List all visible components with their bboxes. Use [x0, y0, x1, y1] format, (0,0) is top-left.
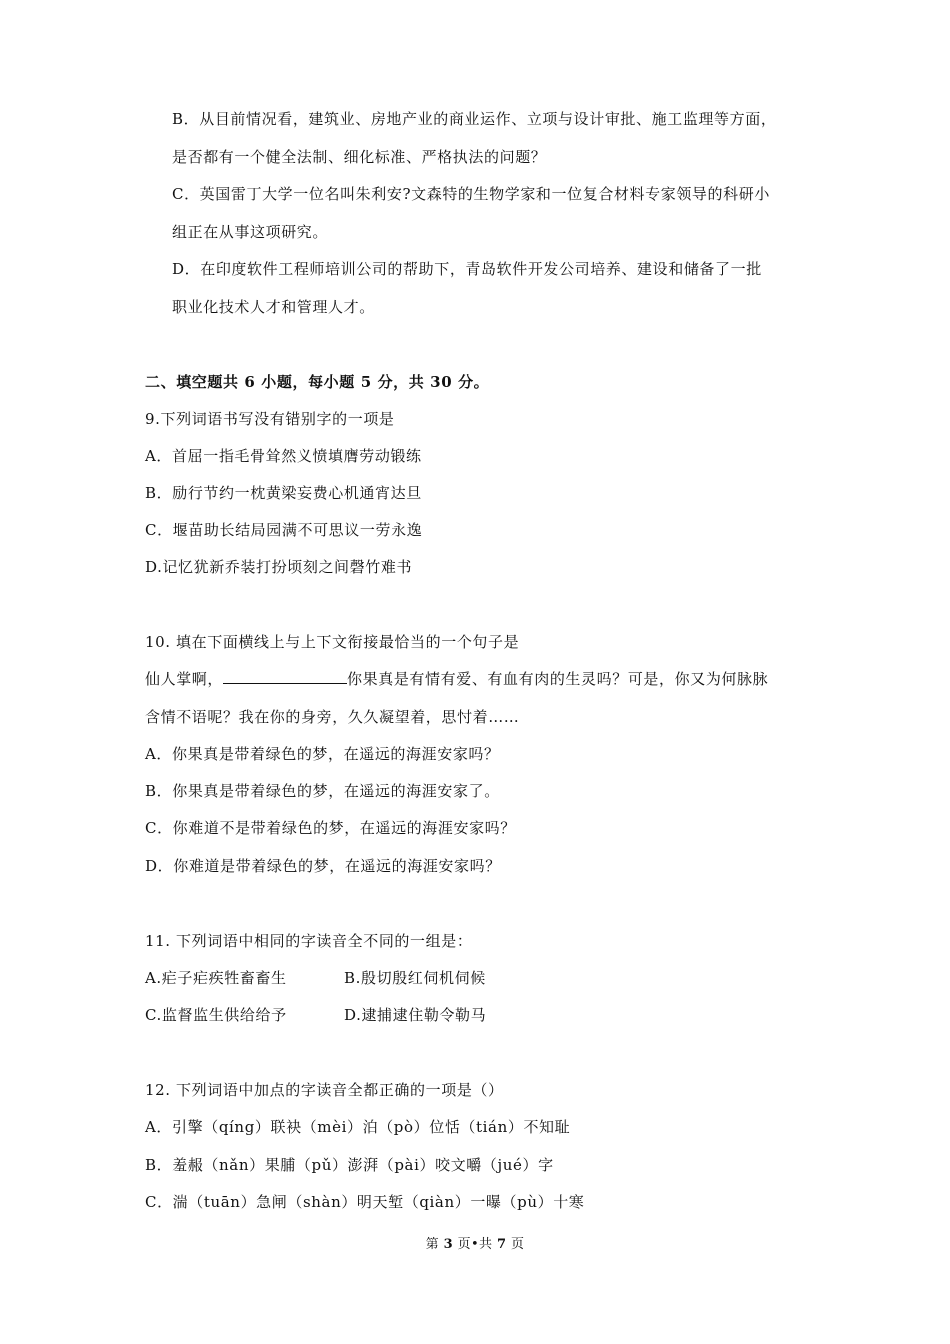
- q10-stem: 10. 填在下面横线上与上下文衔接最恰当的一个句子是: [145, 633, 520, 651]
- answer-blank: [223, 669, 347, 684]
- current-page-number: 3: [443, 1237, 454, 1252]
- q8-option-b-line1: B．从目前情况看，建筑业、房地产业的商业运作、立项与设计审批、施工监理等方面，: [172, 110, 777, 128]
- q10-option-b: B．你果真是带着绿色的梦，在遥远的海涯安家了。: [145, 782, 500, 800]
- q10-passage-post: 你果真是有情有爱、有血有肉的生灵吗？可是，你又为何脉脉: [347, 670, 769, 688]
- q10-option-d: D．你难道是带着绿色的梦，在遥远的海涯安家吗？: [145, 857, 501, 875]
- q11-option-a: A.疟子疟疾牲畜畜生: [145, 969, 287, 987]
- q8-option-b-line2: 是否都有一个健全法制、细化标准、严格执法的问题？: [172, 148, 547, 166]
- section-2-heading: 二、填空题共 6 小题，每小题 5 分，共 30 分。: [145, 373, 490, 391]
- q11-option-b: B.殷切殷红伺机伺候: [344, 969, 486, 987]
- q11-stem: 11. 下列词语中相同的字读音全不同的一组是：: [145, 932, 473, 950]
- q10-option-a: A．你果真是带着绿色的梦，在遥远的海涯安家吗？: [145, 745, 500, 763]
- footer-mid: 页•共: [453, 1237, 497, 1252]
- total-pages-number: 7: [496, 1237, 507, 1252]
- footer-pre: 第: [425, 1237, 444, 1252]
- footer-post: 页: [506, 1237, 525, 1252]
- page-footer: [0, 1236, 950, 1254]
- q10-option-c: C．你难道不是带着绿色的梦，在遥远的海涯安家吗？: [145, 819, 516, 837]
- q10-passage-pre: 仙人掌啊，: [145, 670, 224, 688]
- q12-option-a: A．引擎（qíng）联袂（mèi）泊（pò）位恬（tián）不知耻: [145, 1118, 571, 1136]
- q10-passage-line1: [145, 669, 768, 689]
- q12-option-b: B．羞赧（nǎn）果脯（pǔ）澎湃（pài）咬文嚼（jué）字: [145, 1156, 554, 1174]
- q8-option-c-line1: C．英国雷丁大学一位名叫朱利安?文森特的生物学家和一位复合材料专家领导的科研小: [172, 185, 770, 203]
- q9-option-c: C．堰苗助长结局园满不可思议一劳永逸: [145, 521, 423, 539]
- q8-option-d-line2: 职业化技术人才和管理人才。: [172, 298, 375, 316]
- q8-option-d-line1: D．在印度软件工程师培训公司的帮助下，青岛软件开发公司培养、建设和储备了一批: [172, 260, 762, 278]
- q8-option-c-line2: 组正在从事这项研究。: [172, 223, 329, 241]
- q12-option-c: C．湍（tuān）急闸（shàn）明天堑（qiàn）一曝（pù）十寒: [145, 1193, 585, 1211]
- q9-option-d: D.记忆犹新乔装打扮顷刻之间磬竹难书: [145, 558, 413, 576]
- q10-passage-line2: 含情不语呢？我在你的身旁，久久凝望着，思忖着……: [145, 708, 520, 726]
- q9-option-a: A．首屈一指毛骨耸然义愤填膺劳动锻练: [145, 447, 422, 465]
- q9-stem: 9.下列词语书写没有错别字的一项是: [145, 410, 395, 428]
- q11-option-c: C.监督监生供给给予: [145, 1006, 287, 1024]
- q12-stem: 12. 下列词语中加点的字读音全都正确的一项是（）: [145, 1081, 504, 1099]
- q11-option-d: D.逮捕逮住勒令勒马: [344, 1006, 487, 1024]
- q9-option-b: B．励行节约一枕黄梁妄费心机通宵达旦: [145, 484, 422, 502]
